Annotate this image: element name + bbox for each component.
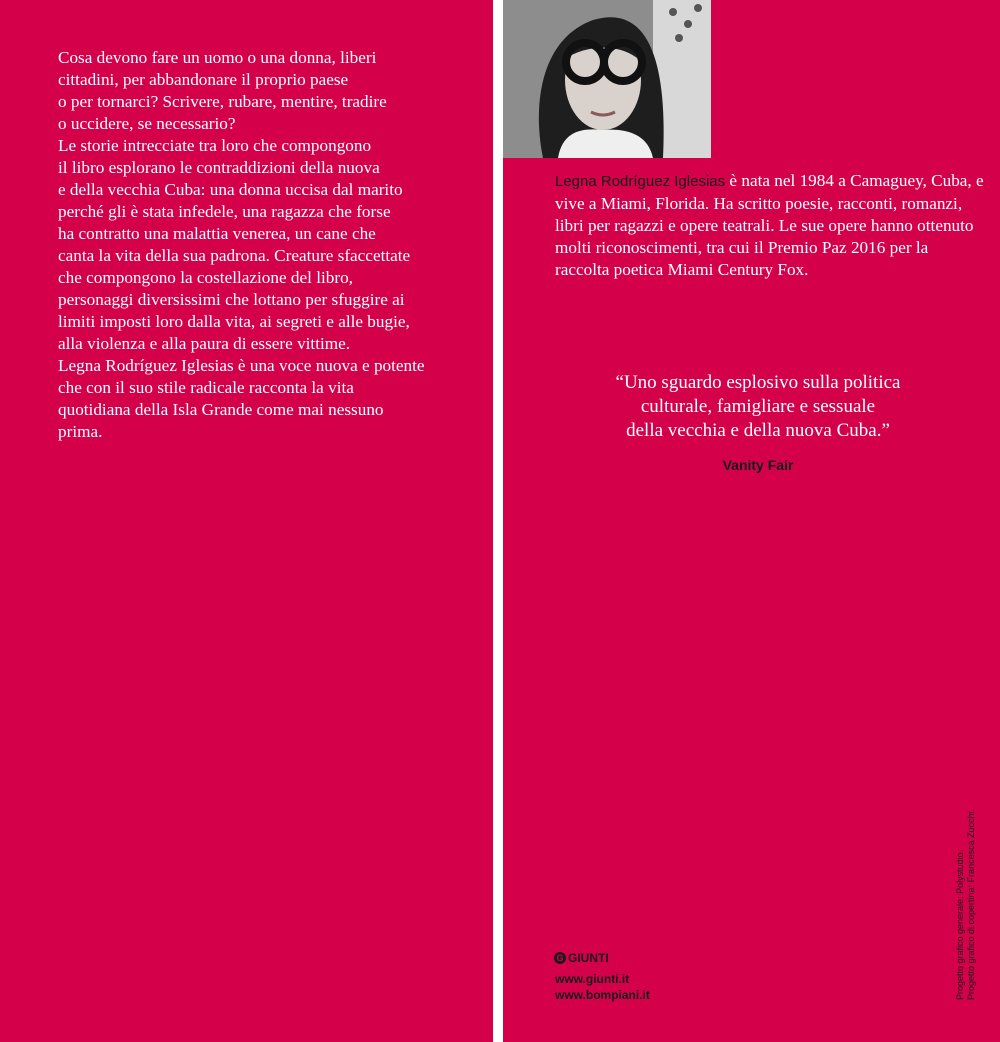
credit-line: Progetto grafico di copertina: Francesca Zucchi.	[966, 808, 976, 1000]
publisher-logo-icon: G	[554, 952, 566, 964]
review-quote: “Uno sguardo esplosivo sulla politica culturale, famigliare e sessuale della vecchia e della nuova Cuba.”	[615, 372, 901, 441]
review-source: Vanity Fair	[722, 457, 794, 473]
publisher-logo	[554, 950, 609, 966]
design-credits	[955, 809, 977, 1000]
publisher-website[interactable]: www.bompiani.it	[555, 988, 650, 1002]
author-bio-text: è nata nel 1984 a Camaguey, Cuba, e vive a Miami, Florida. Ha scritto poesie, racconti, romanzi, libri per ragazzi e opere teatrali. Le sue opere hanno ottenuto molti riconoscimenti, tra cui il Premio Paz 2016 per la raccolta poetica Miami Century Fox.	[555, 171, 984, 279]
right-flap	[503, 0, 1000, 1042]
publisher-logo-text: GIUNTI	[568, 951, 609, 965]
synopsis-text: Cosa devono fare un uomo o una donna, liberi cittadini, per abbandonare il proprio paese o per tornarci? Scrivere, rubare, mentire, tradire o uccidere, se necessario? Le storie intrecciate tra loro che compongono il libro esplorano le contraddizioni della nuova e della vecchia Cuba: una donna uccisa dal marito perché gli è stata infedele, una ragazza che forse ha contratto una malattia venerea, un cane che canta la vita della sua padrona. Creature sfaccettate che compongono la costellazione del libro, personaggi diversissimi che lottano per sfuggire ai limiti imposti loro dalla vita, ai segreti e alle bugie, alla violenza e alla paura di essere vittime. Legna Rodríguez Iglesias è una voce nuova e potente che con il suo stile radicale racconta la vita quotidiana della Isla Grande come mai nessuno prima.	[58, 48, 425, 441]
credit-line: Progetto grafico generale: Polystudio.	[955, 849, 965, 1000]
publisher-website[interactable]: www.giunti.it	[555, 972, 630, 986]
author-name: Legna Rodríguez Iglesias	[555, 173, 726, 190]
left-flap	[0, 0, 493, 1042]
author-photo	[503, 0, 711, 158]
author-bio	[555, 170, 985, 281]
